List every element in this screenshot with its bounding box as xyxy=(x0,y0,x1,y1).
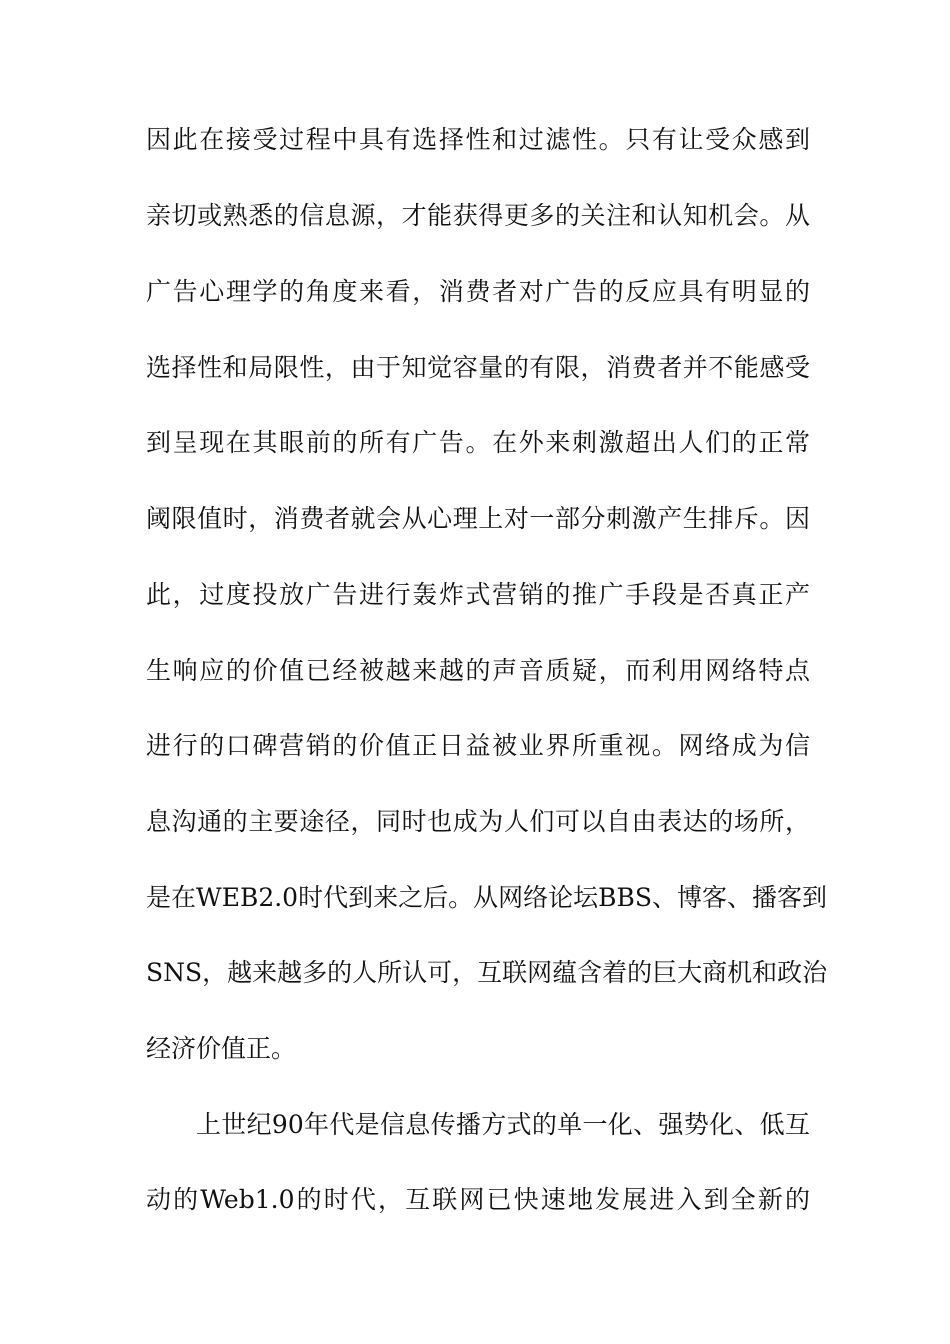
text-line: 上世纪90年代是信息传播方式的单一化、强势化、低互 xyxy=(196,1110,810,1139)
text-line: 此，过度投放广告进行轰炸式营销的推广手段是否真正产 xyxy=(146,580,810,609)
text-line: 阈限值时，消费者就会从心理上对一部分刺激产生排斥。因 xyxy=(146,504,810,533)
text-line: 是在WEB2.0时代到来之后。从网络论坛BBS、博客、播客到 xyxy=(146,883,827,912)
text-line: 生响应的价值已经被越来越的声音质疑，而利用网络特点 xyxy=(146,656,810,685)
text-line: 进行的口碑营销的价值正日益被业界所重视。网络成为信 xyxy=(146,731,810,760)
text-line: 息沟通的主要途径，同时也成为人们可以自由表达的场所， xyxy=(146,807,810,836)
text-line: 广告心理学的角度来看，消费者对广告的反应具有明显的 xyxy=(146,277,810,306)
text-line: 因此在接受过程中具有选择性和过滤性。只有让受众感到 xyxy=(146,125,810,154)
text-line: 动的Web1.0的时代，互联网已快速地发展进入到全新的 xyxy=(146,1185,810,1214)
text-line: 选择性和局限性，由于知觉容量的有限，消费者并不能感受 xyxy=(146,353,810,382)
text-line: 亲切或熟悉的信息源，才能获得更多的关注和认知机会。从 xyxy=(146,201,810,230)
text-line: 经济价值正。 xyxy=(146,1034,297,1063)
text-line: SNS，越来越多的人所认可，互联网蕴含着的巨大商机和政治 xyxy=(146,958,828,987)
text-line: 到呈现在其眼前的所有广告。在外来刺激超出人们的正常 xyxy=(146,428,810,457)
